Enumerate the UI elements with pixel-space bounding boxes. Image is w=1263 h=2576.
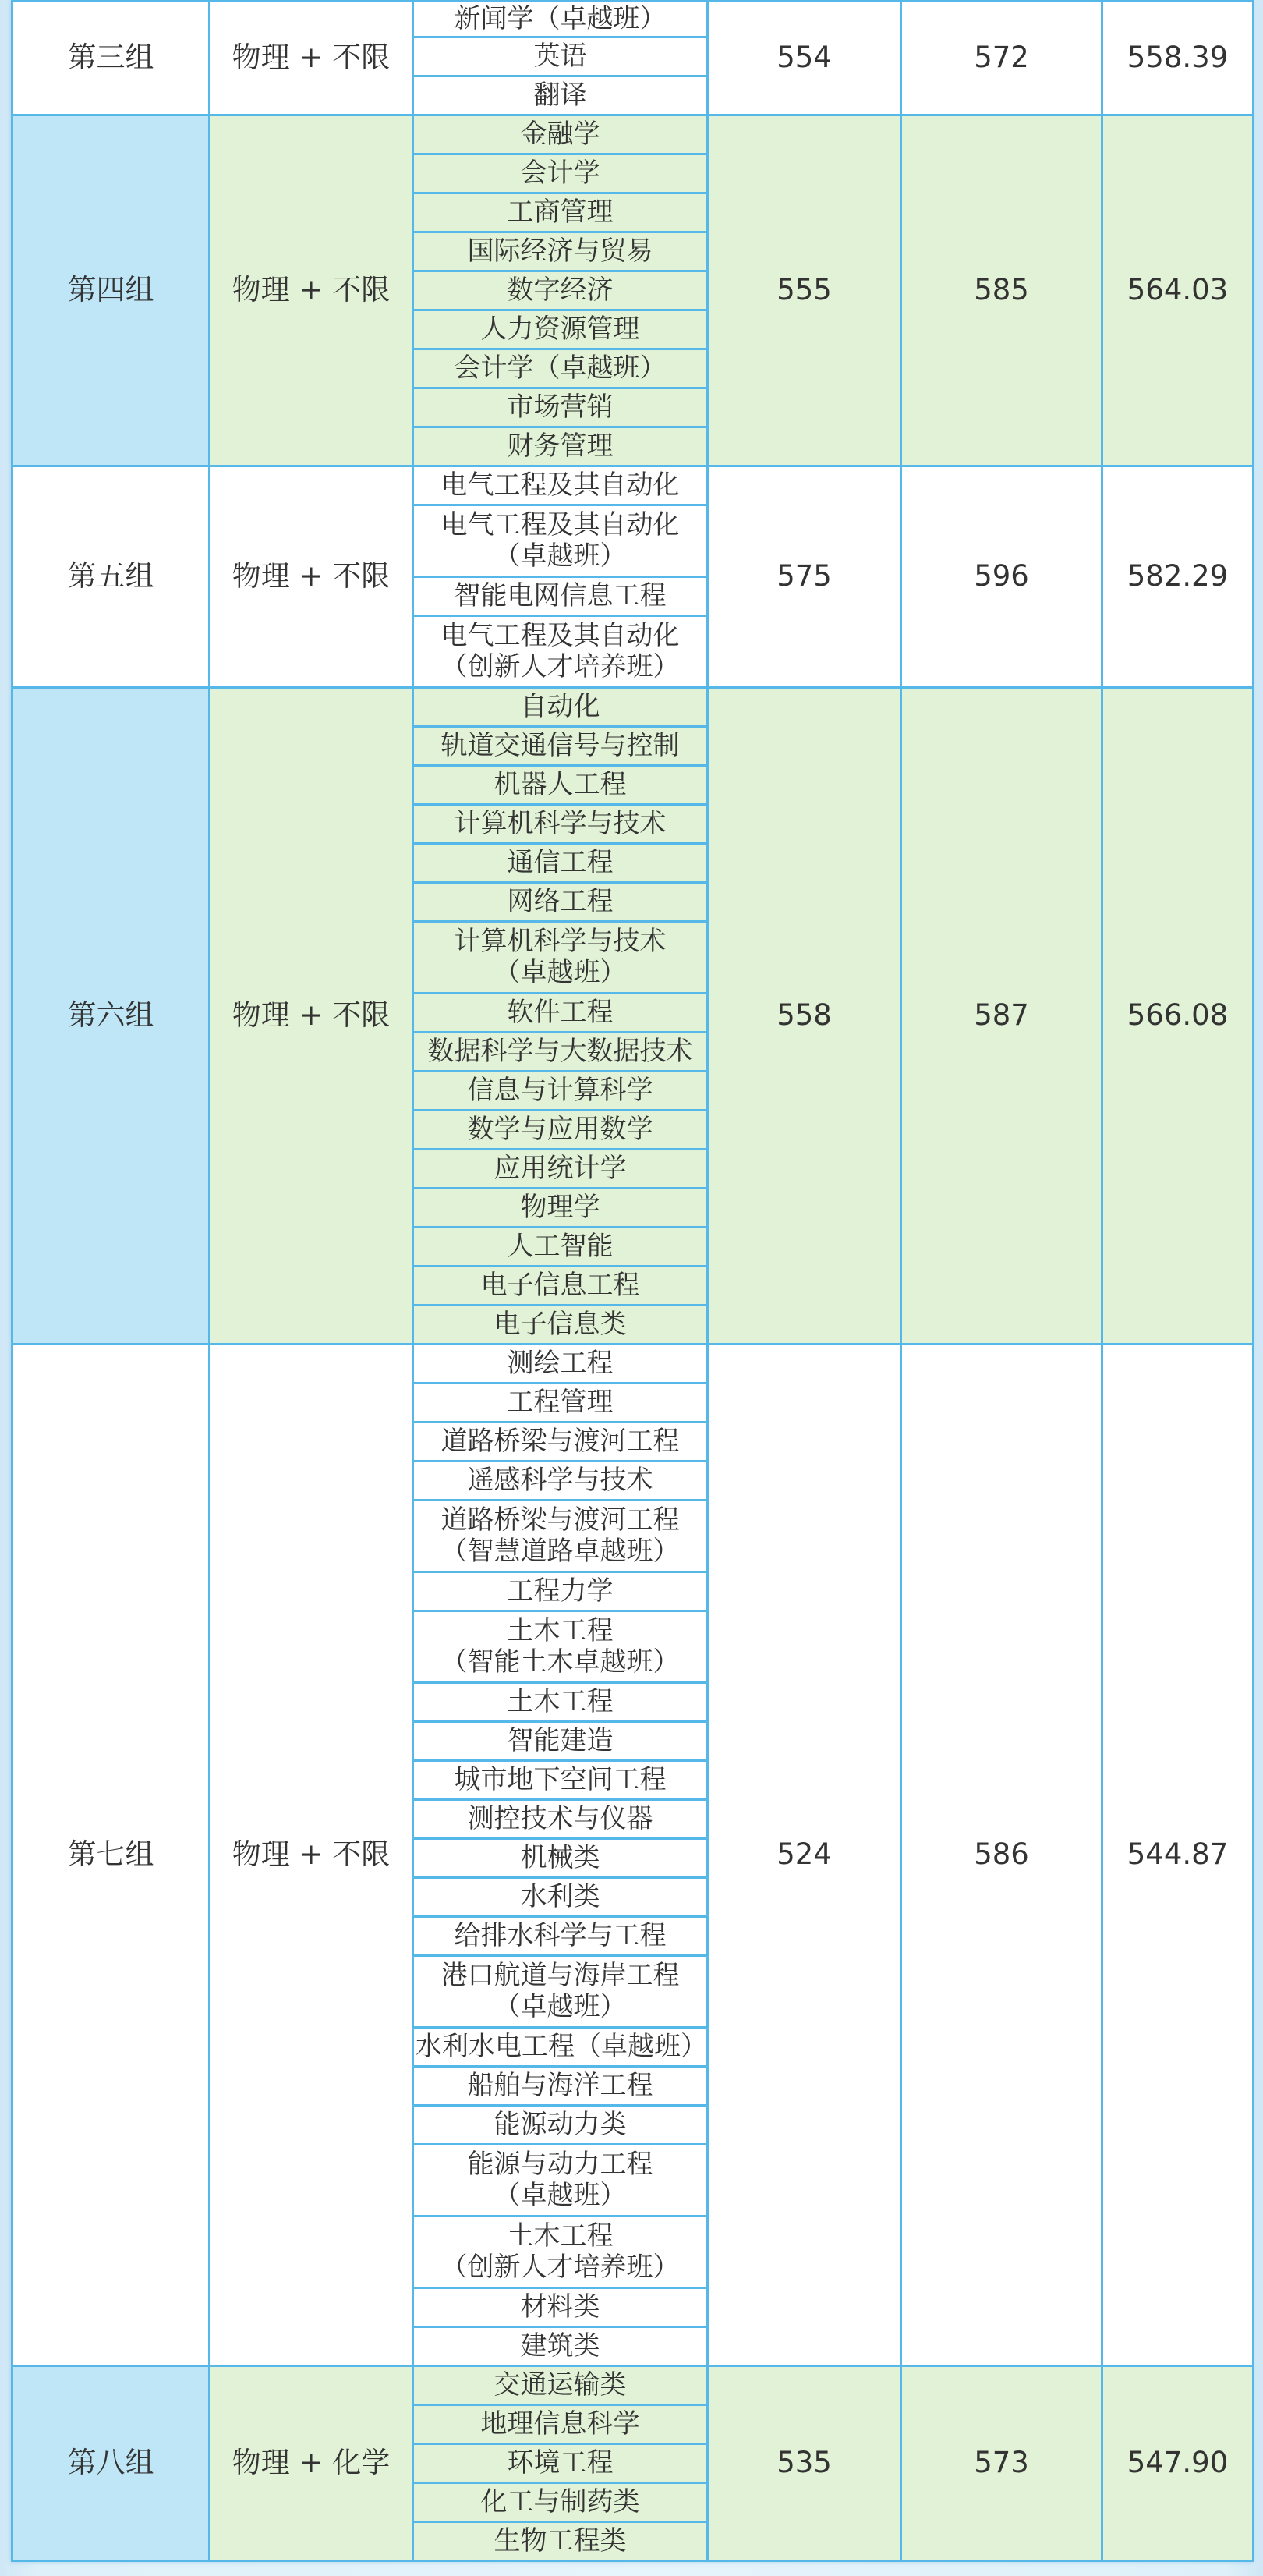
major-cell: 软件工程 [413,994,708,1033]
major-cell: 电子信息工程 [413,1267,708,1306]
table-row [12,2366,1254,2405]
major-cell: 人力资源管理 [413,310,708,349]
avg-score-cell: 564.03 [1102,115,1254,466]
major-cell: 交通运输类 [413,2366,708,2405]
major-cell: 计算机科学与技术 [413,805,708,844]
major-cell: 材料类 [413,2288,708,2327]
major-cell: 物理学 [413,1189,708,1228]
table-row [12,115,1254,154]
group-name-cell: 第四组 [12,115,210,466]
group-name-cell: 第五组 [12,466,210,688]
major-cell: 会计学（卓越班） [413,349,708,388]
major-cell: 智能建造 [413,1722,708,1761]
major-cell: 自动化 [413,688,708,727]
major-cell: 工程力学 [413,1572,708,1611]
major-cell: 英语 [413,37,708,76]
max-score-cell: 586 [901,1345,1102,2366]
major-cell: 数字经济 [413,271,708,310]
major-cell: 新闻学（卓越班） [413,2,708,37]
major-cell: 土木工程 [413,1683,708,1722]
table-row [12,2,1254,37]
major-cell: 计算机科学与技术 （卓越班） [413,922,708,994]
min-score-cell: 555 [708,115,901,466]
admission-score-table-container [11,0,1252,2562]
major-cell: 船舶与海洋工程 [413,2067,708,2106]
major-cell: 测绘工程 [413,1345,708,1384]
max-score-cell: 572 [901,2,1102,115]
major-cell: 能源与动力工程 （卓越班） [413,2145,708,2216]
major-cell: 智能电网信息工程 [413,577,708,616]
major-cell: 道路桥梁与渡河工程 （智慧道路卓越班） [413,1501,708,1572]
major-cell: 土木工程 （创新人才培养班） [413,2216,708,2288]
major-cell: 人工智能 [413,1228,708,1267]
major-cell: 金融学 [413,115,708,154]
max-score-cell: 596 [901,466,1102,688]
major-cell: 测控技术与仪器 [413,1800,708,1839]
major-cell: 工程管理 [413,1384,708,1423]
major-cell: 市场营销 [413,388,708,427]
min-score-cell: 554 [708,2,901,115]
min-score-cell: 524 [708,1345,901,2366]
subject-requirement-cell: 物理 + 化学 [210,2366,413,2561]
group-name-cell: 第七组 [12,1345,210,2366]
max-score-cell: 573 [901,2366,1102,2561]
admission-score-table [11,0,1254,2562]
min-score-cell: 558 [708,688,901,1345]
major-cell: 轨道交通信号与控制 [413,727,708,766]
table-row [12,466,1254,505]
major-cell: 会计学 [413,154,708,193]
major-cell: 信息与计算科学 [413,1072,708,1111]
major-cell: 工商管理 [413,193,708,232]
major-cell: 道路桥梁与渡河工程 [413,1423,708,1462]
subject-requirement-cell: 物理 + 不限 [210,2,413,115]
major-cell: 机械类 [413,1839,708,1878]
major-cell: 机器人工程 [413,766,708,805]
major-cell: 网络工程 [413,883,708,922]
group-name-cell: 第八组 [12,2366,210,2561]
major-cell: 能源动力类 [413,2106,708,2145]
table-row [12,688,1254,727]
major-cell: 电气工程及其自动化 （创新人才培养班） [413,616,708,688]
group-name-cell: 第六组 [12,688,210,1345]
avg-score-cell: 566.08 [1102,688,1254,1345]
major-cell: 通信工程 [413,844,708,883]
avg-score-cell: 582.29 [1102,466,1254,688]
subject-requirement-cell: 物理 + 不限 [210,1345,413,2366]
major-cell: 港口航道与海岸工程 （卓越班） [413,1956,708,2028]
major-cell: 遥感科学与技术 [413,1462,708,1501]
major-cell: 环境工程 [413,2444,708,2483]
major-cell: 翻译 [413,76,708,115]
major-cell: 电子信息类 [413,1306,708,1345]
major-cell: 水利水电工程（卓越班） [413,2028,708,2067]
avg-score-cell: 558.39 [1102,2,1254,115]
major-cell: 生物工程类 [413,2522,708,2561]
major-cell: 应用统计学 [413,1150,708,1189]
min-score-cell: 575 [708,466,901,688]
min-score-cell: 535 [708,2366,901,2561]
major-cell: 城市地下空间工程 [413,1761,708,1800]
major-cell: 土木工程 （智能土木卓越班） [413,1611,708,1683]
table-body [12,2,1254,2561]
subject-requirement-cell: 物理 + 不限 [210,115,413,466]
max-score-cell: 587 [901,688,1102,1345]
major-cell: 电气工程及其自动化 （卓越班） [413,505,708,577]
major-cell: 水利类 [413,1878,708,1917]
table-row [12,1345,1254,1384]
major-cell: 数学与应用数学 [413,1111,708,1150]
major-cell: 给排水科学与工程 [413,1917,708,1956]
major-cell: 国际经济与贸易 [413,232,708,271]
subject-requirement-cell: 物理 + 不限 [210,466,413,688]
major-cell: 化工与制药类 [413,2483,708,2522]
major-cell: 建筑类 [413,2327,708,2366]
group-name-cell: 第三组 [12,2,210,115]
max-score-cell: 585 [901,115,1102,466]
avg-score-cell: 544.87 [1102,1345,1254,2366]
major-cell: 财务管理 [413,427,708,466]
subject-requirement-cell: 物理 + 不限 [210,688,413,1345]
avg-score-cell: 547.90 [1102,2366,1254,2561]
major-cell: 地理信息科学 [413,2405,708,2444]
major-cell: 电气工程及其自动化 [413,466,708,505]
major-cell: 数据科学与大数据技术 [413,1033,708,1072]
